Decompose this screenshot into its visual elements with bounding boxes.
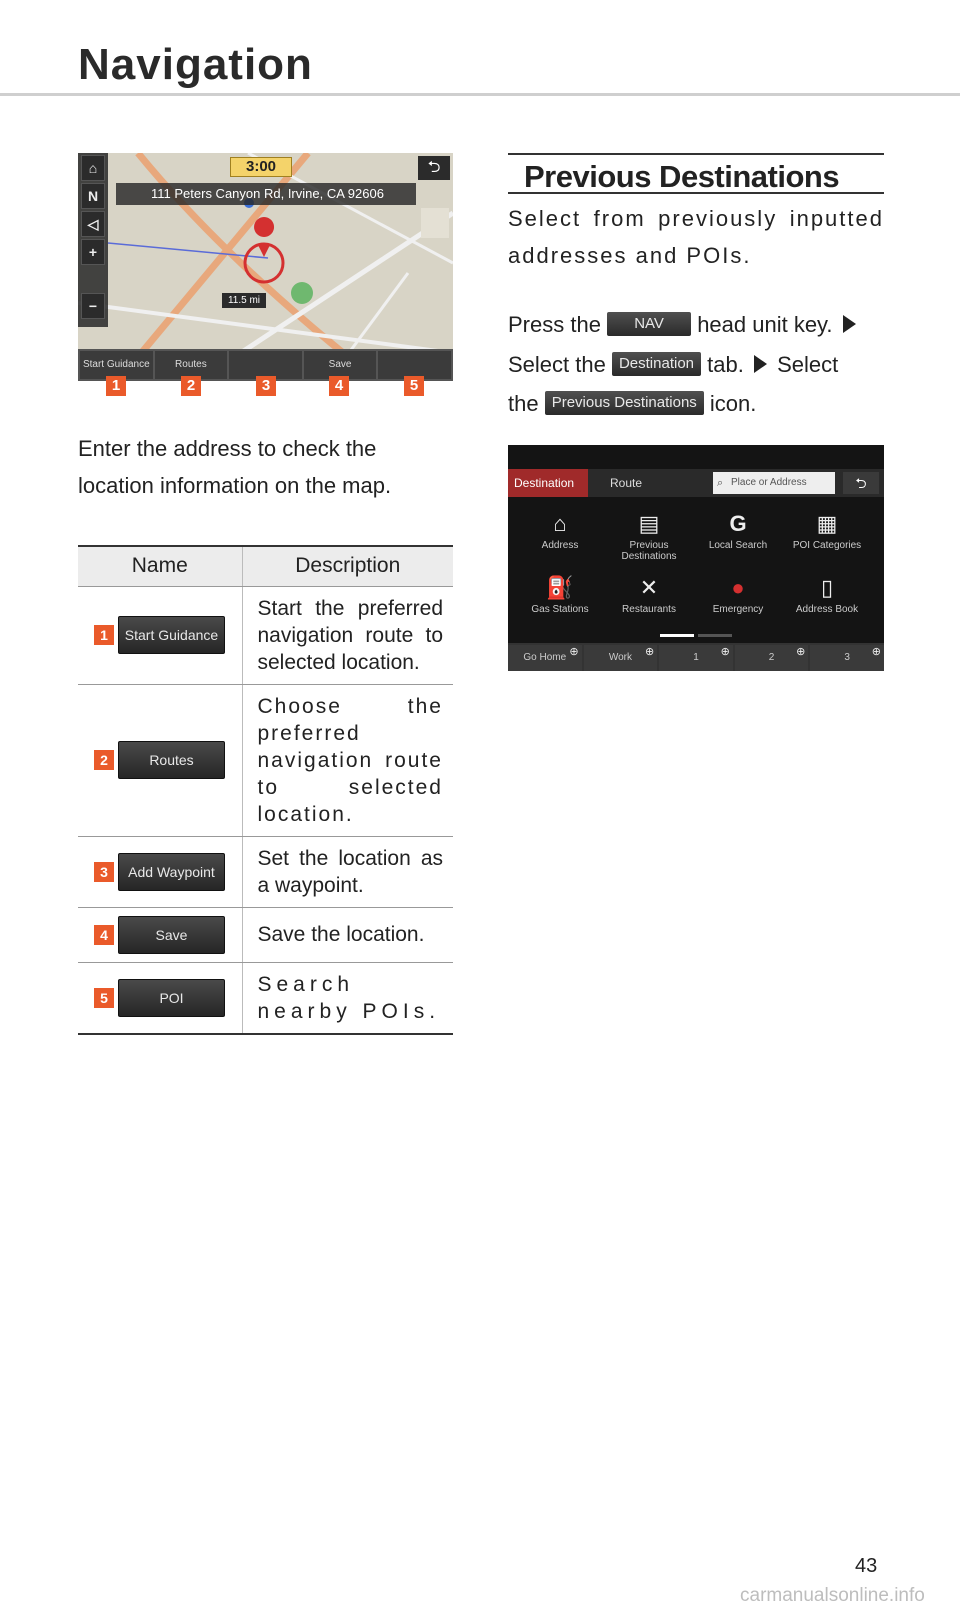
map-clock: 3:00 [230,157,292,177]
number-badge: 4 [94,925,114,945]
callout-5: 5 [404,376,424,396]
table-row [78,962,453,1034]
table-header-row [78,546,453,586]
instruction-text: tab. [707,352,744,377]
name-cell [78,962,242,1034]
item-label: Restaurants [622,604,676,615]
favorite-1-button[interactable] [659,645,733,671]
search-input[interactable] [713,472,835,494]
button-label: 3 [844,652,850,663]
tab-destination[interactable]: Destination [508,469,588,497]
local-search-item[interactable] [693,509,783,551]
north-up-icon[interactable]: N [81,183,105,209]
callout-row [78,376,453,396]
start-guidance-chip: Start Guidance [118,616,225,654]
item-label: Address [541,540,579,551]
poi-categories-item[interactable] [782,509,872,551]
callout-4: 4 [329,376,349,396]
header-rule [0,93,960,96]
table-row [78,586,453,684]
section-title: Previous Destinations [524,159,840,194]
table-row [78,836,453,907]
button-label: 2 [768,652,775,663]
routes-chip: Routes [118,741,225,779]
name-cell [78,684,242,836]
number-badge: 2 [94,750,114,770]
destination-tab-chip: Destination [612,352,701,376]
section-intro: Select from previously inputted addresses and POIs. [508,206,884,268]
nav-volume-icon[interactable]: ◁ [81,211,105,237]
zoom-out-icon[interactable]: − [81,293,105,319]
table-row [78,684,453,836]
instruction-line-2 [508,346,884,383]
favorite-3-button[interactable] [810,645,884,671]
description-cell: Search nearby POIs. [242,962,453,1034]
callout-2: 2 [181,376,201,396]
name-cell [78,586,242,684]
address-book-item[interactable] [782,573,872,615]
instruction-text: Select the [508,352,606,377]
section-title-box [508,153,884,194]
search-placeholder: Place or Address [731,477,807,488]
add-waypoint-button[interactable] [229,351,302,379]
page-dot [698,634,732,637]
add-icon: ⊕ [720,646,730,658]
back-icon[interactable]: ⮌ [843,472,879,494]
button-label: 1 [693,652,699,663]
zoom-in-icon[interactable]: + [81,239,105,265]
description-table [78,545,453,1035]
arrow-right-icon [754,355,767,373]
add-icon: ⊕ [569,646,579,658]
description-cell: Save the location. [242,907,453,962]
page-indicator [660,634,732,637]
map-screenshot [78,153,453,381]
arrow-right-icon [843,315,856,333]
add-waypoint-chip: Add Waypoint [118,853,225,891]
fork-knife-icon: ✕ [639,574,659,600]
description-cell: Choose the preferred navigation route to selected location. [242,684,453,836]
folder-clock-icon: ▤ [638,510,660,536]
intro-text: Enter the address to check the location information on the map. [78,436,392,498]
search-icon: ⌕ [717,477,724,489]
home-icon[interactable]: ⌂ [81,155,105,181]
description-cell: Start the preferred navigation route to selected location. [242,586,453,684]
tab-route[interactable]: Route [610,476,643,490]
map-distance-label: 11.5 mi [222,293,266,308]
description-cell: Set the location as a waypoint. [242,836,453,907]
restaurants-item[interactable] [604,573,694,615]
address-item[interactable] [515,509,605,551]
instruction-line-1 [508,306,884,343]
table-row [78,907,453,962]
page-header: Navigation [78,40,313,89]
callout-1: 1 [106,376,126,396]
item-label: Gas Stations [531,604,589,615]
column-header-name: Name [78,546,242,586]
save-button[interactable]: Save [304,351,377,379]
poi-chip: POI [118,979,225,1017]
house-search-icon: ⌂ [553,510,567,536]
instruction-text: icon. [709,391,757,416]
instruction-text: head unit key. [697,312,833,337]
watermark: carmanualsonline.info [740,1585,925,1606]
favorites-bar [508,643,884,671]
add-icon: ⊕ [871,646,881,658]
item-label: Address Book [795,604,859,615]
item-label: Local Search [708,540,768,551]
column-header-description: Description [242,546,453,586]
back-icon[interactable]: ⮌ [418,156,450,180]
routes-button[interactable]: Routes [155,351,228,379]
go-home-button[interactable] [508,645,582,671]
button-label: Work [608,652,632,663]
item-label: POI Categories [792,540,862,551]
item-label: Emergency [712,604,764,615]
favorite-2-button[interactable] [735,645,809,671]
button-label: Go Home [523,652,567,663]
number-badge: 1 [94,625,114,645]
callout-3: 3 [256,376,276,396]
nav-key-chip: NAV [607,312,691,336]
poi-search-icon: ▦ [816,510,838,536]
map-left-toolbar [78,153,108,327]
emergency-item[interactable] [693,573,783,615]
name-cell [78,907,242,962]
gas-stations-item[interactable] [515,573,605,615]
previous-destinations-chip: Previous Destinations [545,391,704,415]
name-cell [78,836,242,907]
page-dot-active [660,634,694,637]
instruction-text: Press the [508,312,601,337]
poi-button[interactable] [378,351,451,379]
previous-destinations-item[interactable] [604,509,694,562]
add-icon: ⊕ [796,646,806,658]
instruction-text: the [508,391,539,416]
start-guidance-button[interactable]: Start Guidance [80,351,153,379]
siren-icon: ● [731,574,745,600]
save-chip: Save [118,916,225,954]
google-g-icon: G [729,510,747,536]
instruction-line-3 [508,385,884,422]
fuel-pump-icon: ⛽ [546,574,574,600]
address-book-icon: ▯ [820,574,834,600]
item-label: Previous Destinations [621,540,677,562]
work-button[interactable] [584,645,658,671]
add-icon: ⊕ [644,646,655,658]
instruction-text: Select [777,352,839,377]
destination-screenshot [508,445,884,671]
page-number: 43 [855,1555,878,1577]
number-badge: 3 [94,862,114,882]
map-address-bar: 111 Peters Canyon Rd, Irvine, CA 92606 [116,183,416,205]
number-badge: 5 [94,988,114,1008]
